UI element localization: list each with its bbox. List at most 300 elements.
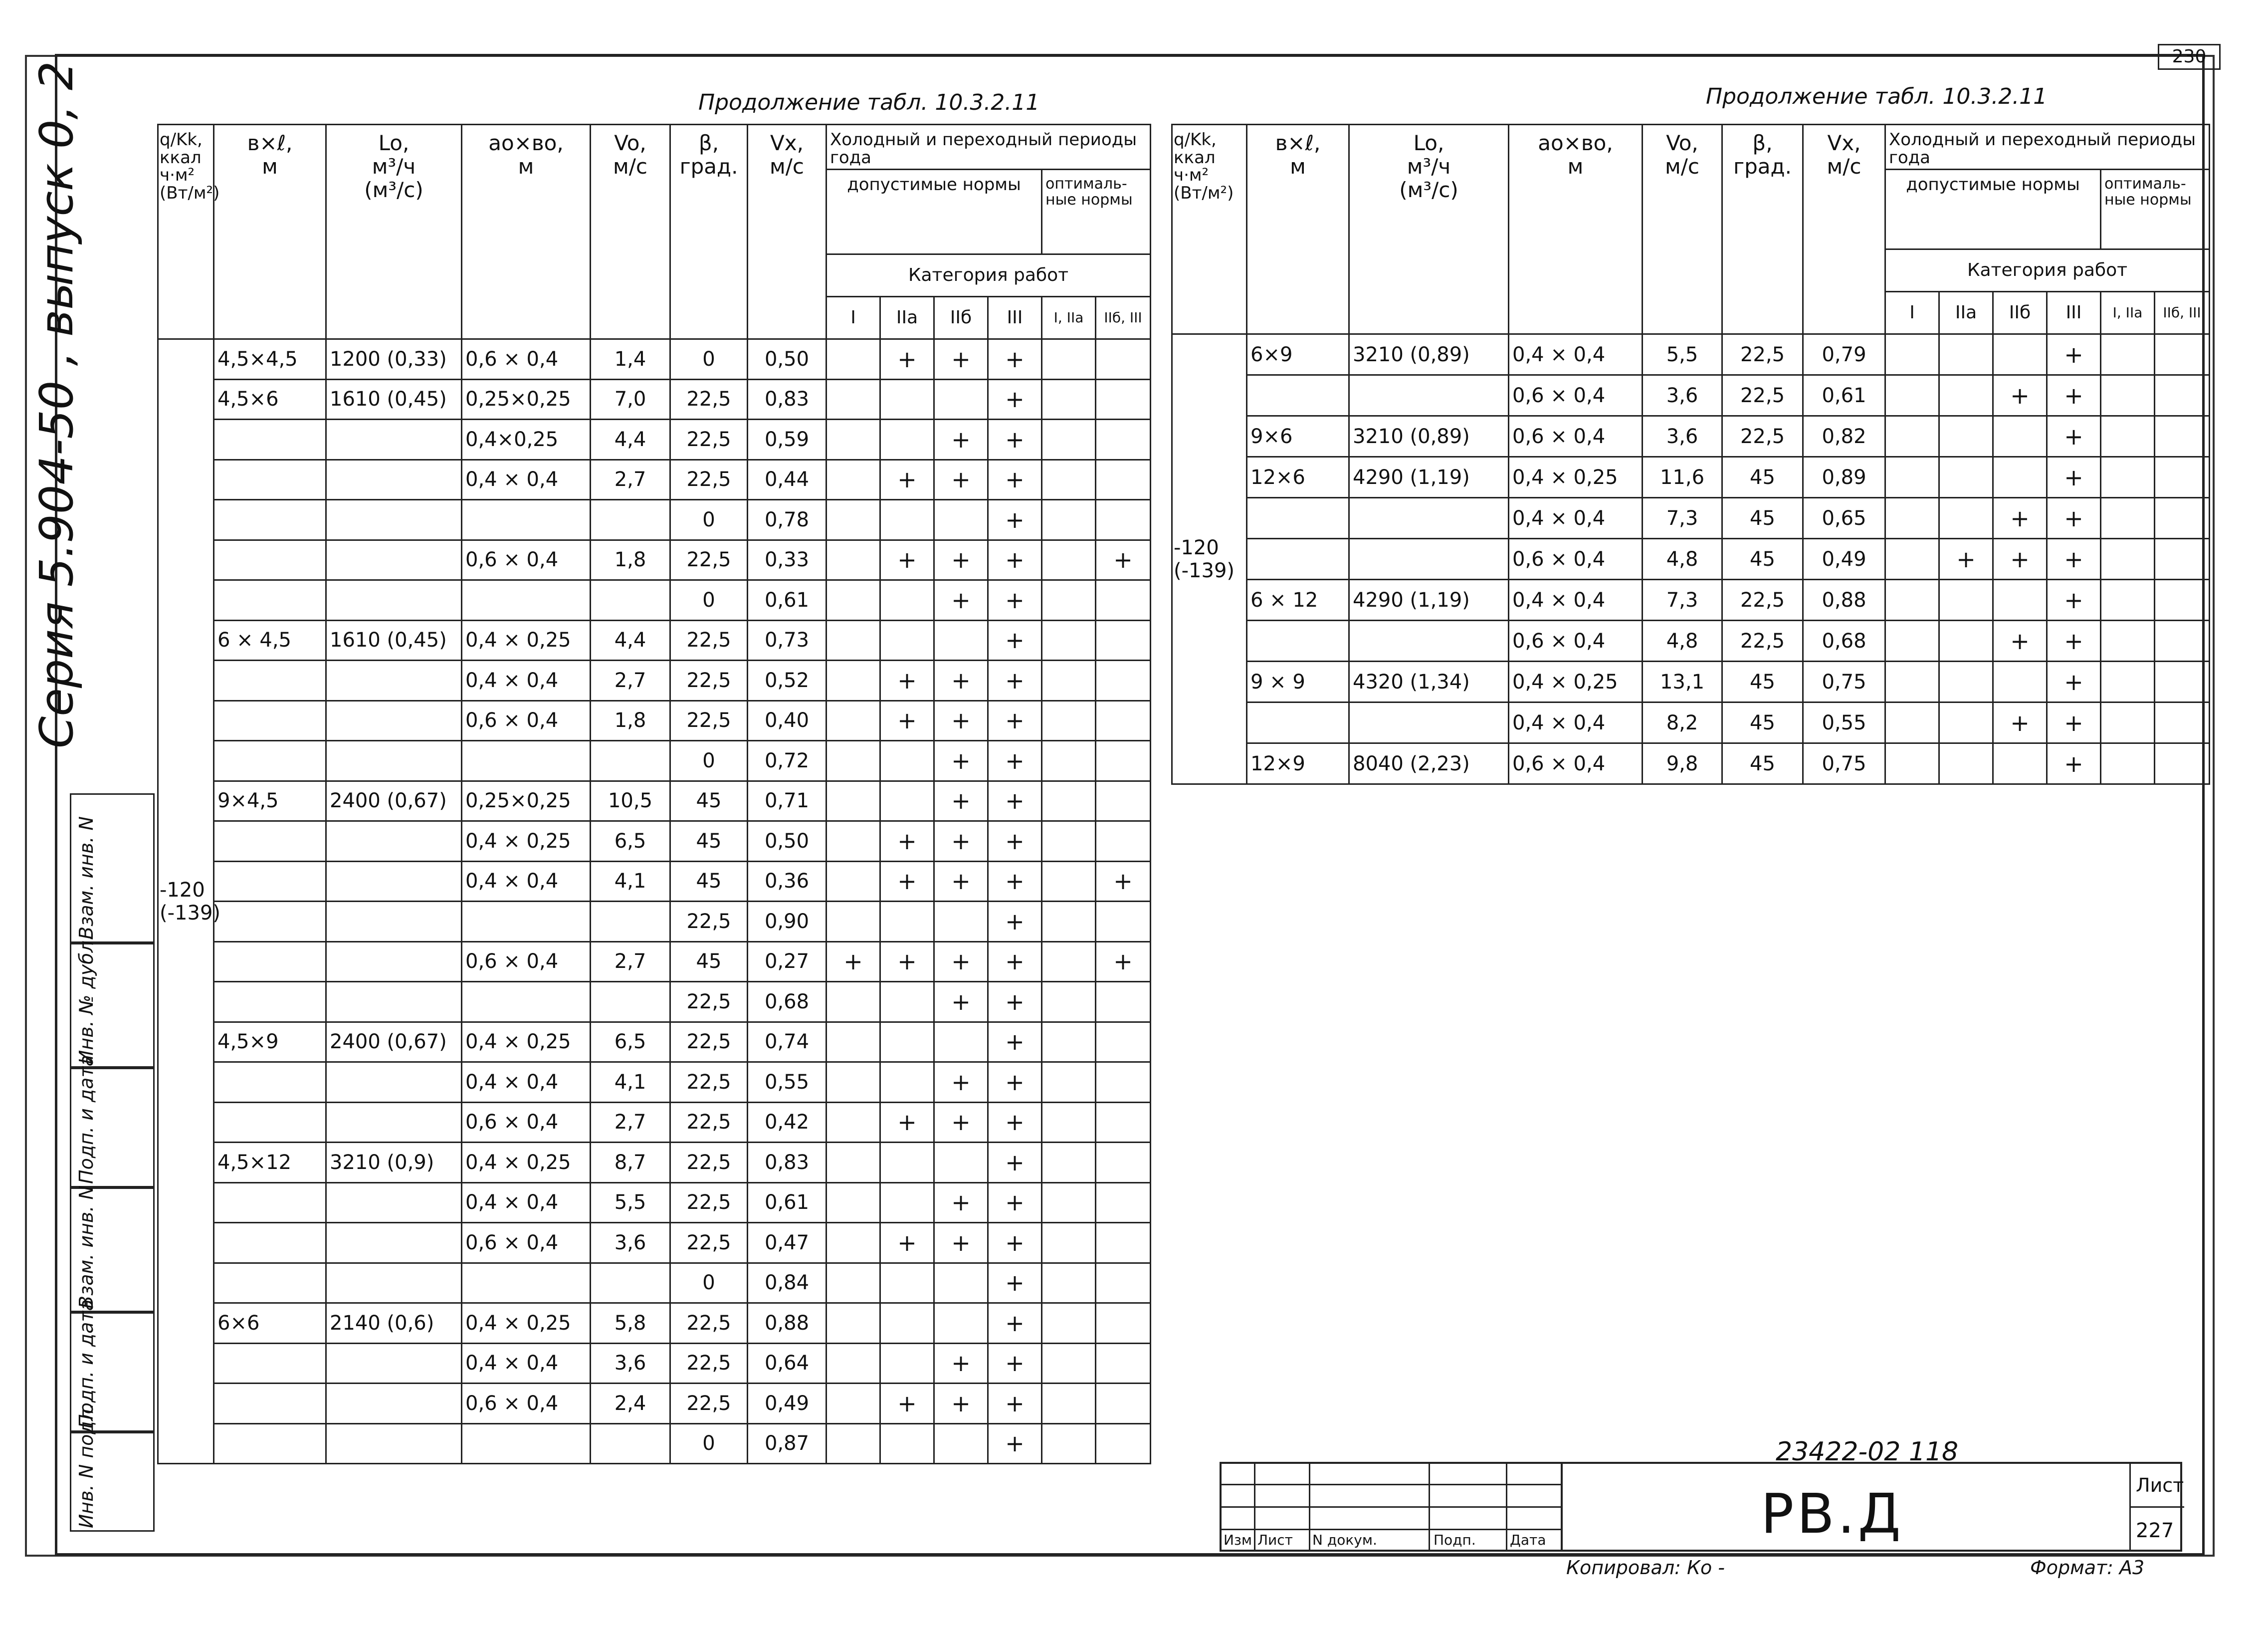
mark-cell [2155,375,2210,416]
mark-cell [2101,334,2155,375]
cell-lo [326,540,462,580]
mark-cell: + [988,700,1042,741]
cell-beta: 22,5 [670,661,748,701]
cell-lo: 3210 (0,89) [1349,334,1509,375]
cell-vo: 3,6 [591,1223,670,1263]
mark-cell [880,379,934,420]
cell-vo: 4,8 [1643,539,1722,580]
cell-bl [214,1102,326,1143]
cell-beta: 0 [670,580,748,621]
cell-vx: 0,49 [748,1384,826,1424]
cell-vx: 0,87 [748,1423,826,1464]
mark-cell [2101,457,2155,498]
mark-cell [1885,375,1939,416]
mark-cell: + [2047,580,2101,621]
col-vx-header: Vx, м/с [748,125,826,339]
cell-bl [214,500,326,540]
mark-cell [2155,662,2210,702]
mark-cell [1042,902,1096,942]
cell-vx: 0,61 [748,580,826,621]
col-vo-header: Vo, м/с [1643,125,1722,334]
cell-ab: 0,4 × 0,25 [1509,457,1643,498]
left-table [157,124,1151,1464]
mark-cell [1885,580,1939,621]
cell-vo: 6,5 [591,1022,670,1062]
mark-cell [1096,781,1151,821]
cell-ab: 0,4 × 0,4 [462,1182,591,1223]
table-row [158,982,1151,1022]
mark-cell: + [934,1343,988,1384]
cell-ab: 0,4 × 0,25 [1509,662,1643,702]
cell-bl: 9×4,5 [214,781,326,821]
cell-ab [462,902,591,942]
mark-cell: + [988,1143,1042,1183]
col-lo-header: Lo, м³/ч (м³/с) [326,125,462,339]
cat-header: I [1885,292,1939,334]
cell-ab: 0,4 × 0,4 [462,1062,591,1103]
mark-cell [1096,1423,1151,1464]
mark-cell: + [988,620,1042,661]
period-header: Холодный и переходный периоды года [826,125,1151,170]
cell-bl [214,460,326,500]
cell-bl [214,1223,326,1263]
cell-vx: 0,72 [748,741,826,781]
mark-cell [2101,498,2155,539]
mark-cell [826,661,880,701]
cell-vo: 4,8 [1643,621,1722,662]
cell-ab: 0,4 × 0,4 [462,661,591,701]
table-row [158,339,1151,380]
cell-lo [326,821,462,862]
mark-cell: + [2047,621,2101,662]
mark-cell [2155,498,2210,539]
mark-cell: + [988,379,1042,420]
cell-vo [591,741,670,781]
mark-cell [826,460,880,500]
cell-vx: 0,50 [748,339,826,380]
mark-cell: + [1939,539,1993,580]
mark-cell [826,700,880,741]
cell-vo: 2,7 [591,1102,670,1143]
mark-cell [826,1143,880,1183]
col-vo-header: Vo, м/с [591,125,670,339]
mark-cell [1096,1343,1151,1384]
cell-ab: 0,6 × 0,4 [1509,416,1643,457]
mark-cell [1042,500,1096,540]
cell-lo: 1610 (0,45) [326,379,462,420]
cell-bl [214,821,326,862]
mark-cell [826,1423,880,1464]
allowed-header: допустимые нормы [1885,170,2101,249]
cell-vx: 0,78 [748,500,826,540]
cell-vx: 0,68 [1803,621,1885,662]
cell-vo: 5,5 [1643,334,1722,375]
mark-cell: + [1993,375,2047,416]
table-row [158,540,1151,580]
mark-cell [2155,539,2210,580]
cell-vx: 0,71 [748,781,826,821]
cell-vx: 0,36 [748,861,826,902]
cell-beta: 22,5 [670,982,748,1022]
cell-vx: 0,40 [748,700,826,741]
cell-vx: 0,79 [1803,334,1885,375]
cell-bl: 6 × 4,5 [214,620,326,661]
cell-ab: 0,6 × 0,4 [1509,539,1643,580]
allowed-header: допустимые нормы [826,170,1042,254]
cat-header: IIб, III [1096,297,1151,339]
mark-cell [1042,781,1096,821]
cell-ab: 0,6 × 0,4 [1509,375,1643,416]
cell-vo: 13,1 [1643,662,1722,702]
cell-vx: 0,55 [1803,702,1885,743]
mark-cell [1042,1263,1096,1303]
mark-cell: + [934,861,988,902]
cell-bl: 12×9 [1247,743,1349,784]
table-row [158,1303,1151,1344]
cell-beta: 22,5 [670,540,748,580]
mark-cell [826,500,880,540]
mark-cell [1096,1182,1151,1223]
cell-bl: 6×6 [214,1303,326,1344]
cat-header: IIа [1939,292,1993,334]
cell-beta: 22,5 [1722,416,1803,457]
table-row [1172,580,2210,621]
cell-lo: 4320 (1,34) [1349,662,1509,702]
mark-cell [1096,1143,1151,1183]
table-row [158,1062,1151,1103]
mark-cell: + [880,661,934,701]
cell-beta: 22,5 [670,460,748,500]
mark-cell: + [2047,457,2101,498]
cell-beta: 0 [670,1423,748,1464]
category-header: Категория работ [1885,249,2210,292]
mark-cell [934,1022,988,1062]
cell-ab: 0,6 × 0,4 [1509,621,1643,662]
mark-cell: + [934,1384,988,1424]
cell-ab: 0,6 × 0,4 [462,700,591,741]
cell-vx: 0,75 [1803,743,1885,784]
mark-cell: + [988,982,1042,1022]
cell-ab: 0,4 × 0,4 [462,460,591,500]
mark-cell: + [988,661,1042,701]
table-row [1172,498,2210,539]
mark-cell [1939,743,1993,784]
cell-ab: 0,4 × 0,25 [462,1143,591,1183]
cell-vx: 0,65 [1803,498,1885,539]
cell-vo: 1,8 [591,540,670,580]
cell-ab: 0,4 × 0,4 [462,1343,591,1384]
col-vx-header: Vx, м/с [1803,125,1885,334]
mark-cell: + [2047,539,2101,580]
mark-cell [880,1022,934,1062]
mark-cell [880,580,934,621]
cell-vx: 0,49 [1803,539,1885,580]
table-row [158,1022,1151,1062]
mark-cell [1096,1062,1151,1103]
cell-bl: 4,5×9 [214,1022,326,1062]
cell-vo: 7,0 [591,379,670,420]
cell-bl [214,861,326,902]
mark-cell [934,1263,988,1303]
mark-cell: + [880,821,934,862]
cell-beta: 0 [670,1263,748,1303]
mark-cell [1096,620,1151,661]
table-row [1172,334,2210,375]
table-row [158,902,1151,942]
mark-cell [934,1143,988,1183]
cell-vo: 6,5 [591,821,670,862]
cell-vx: 0,74 [748,1022,826,1062]
col-q-header: q/Kk, ккал ч·м² (Вт/м²) [1172,125,1247,334]
mark-cell [2101,580,2155,621]
mark-cell [1096,500,1151,540]
heat-flux-cell: -120 (-139) [1172,334,1247,784]
mark-cell: + [934,1102,988,1143]
cell-vx: 0,61 [1803,375,1885,416]
mark-cell [826,620,880,661]
cell-bl: 12×6 [1247,457,1349,498]
cell-lo: 2400 (0,67) [326,781,462,821]
mark-cell: + [1993,539,2047,580]
mark-cell: + [988,580,1042,621]
mark-cell [1096,982,1151,1022]
cell-beta: 22,5 [670,700,748,741]
mark-cell: + [1096,941,1151,982]
mark-cell: + [1993,621,2047,662]
left-table-header [158,125,1151,339]
stamp-cell [70,1402,155,1532]
cell-lo [326,420,462,460]
cell-beta: 22,5 [670,1182,748,1223]
mark-cell [934,379,988,420]
cell-ab: 0,25×0,25 [462,781,591,821]
cell-bl [214,1182,326,1223]
table-row [1172,621,2210,662]
cell-bl [1247,702,1349,743]
cell-beta: 22,5 [670,1102,748,1143]
mark-cell: + [934,1223,988,1263]
table-row [158,741,1151,781]
mark-cell: + [1096,540,1151,580]
table-row [158,580,1151,621]
sheet-number: 227 [2136,1519,2174,1542]
cell-lo [326,500,462,540]
stamp-label: Взам. инв. N [75,816,97,939]
col-lo-header: Lo, м³/ч (м³/с) [1349,125,1509,334]
cell-bl: 9×6 [1247,416,1349,457]
mark-cell [1939,580,1993,621]
mark-cell [826,1263,880,1303]
category-header: Категория работ [826,254,1151,297]
series-label: Серия 5.904-50 , выпуск 0, 2 [30,61,83,748]
cell-ab [462,500,591,540]
mark-cell [826,982,880,1022]
cell-vo: 3,6 [1643,375,1722,416]
tb-col-label: Лист [1257,1532,1293,1548]
mark-cell [826,1022,880,1062]
cell-vx: 0,83 [748,1143,826,1183]
cell-bl [1247,539,1349,580]
mark-cell [1042,620,1096,661]
cell-vo [591,1423,670,1464]
mark-cell: + [934,700,988,741]
mark-cell [2155,334,2210,375]
mark-cell: + [988,1062,1042,1103]
cell-vo: 7,3 [1643,498,1722,539]
mark-cell [1885,498,1939,539]
mark-cell: + [880,1384,934,1424]
mark-cell [1042,379,1096,420]
cell-vx: 0,84 [748,1263,826,1303]
cell-vx: 0,73 [748,620,826,661]
mark-cell [880,1423,934,1464]
mark-cell [1096,1263,1151,1303]
cell-ab: 0,4 × 0,4 [462,861,591,902]
mark-cell [1042,1384,1096,1424]
mark-cell [1939,375,1993,416]
cell-vx: 0,61 [748,1182,826,1223]
mark-cell [2101,743,2155,784]
mark-cell: + [988,1423,1042,1464]
cell-lo [326,580,462,621]
mark-cell [1993,662,2047,702]
cell-vo [591,580,670,621]
cat-header: I, IIа [2101,292,2155,334]
cell-ab [462,741,591,781]
cell-vx: 0,89 [1803,457,1885,498]
cell-beta: 45 [670,941,748,982]
cell-vo: 5,8 [591,1303,670,1344]
tb-col-label: Дата [1510,1532,1546,1548]
cell-beta: 22,5 [670,1143,748,1183]
mark-cell [1885,539,1939,580]
cell-bl [1247,498,1349,539]
table-row [158,1143,1151,1183]
cell-vx: 0,82 [1803,416,1885,457]
mark-cell [1042,861,1096,902]
cell-beta: 22,5 [670,1343,748,1384]
cell-lo: 2400 (0,67) [326,1022,462,1062]
mark-cell: + [934,941,988,982]
table-row [1172,457,2210,498]
mark-cell: + [880,700,934,741]
table-row [1172,375,2210,416]
mark-cell [880,1263,934,1303]
mark-cell [1096,821,1151,862]
mark-cell: + [988,1102,1042,1143]
cell-lo [326,1343,462,1384]
table-row [158,661,1151,701]
cell-ab: 0,6 × 0,4 [462,540,591,580]
cell-ab [462,1423,591,1464]
col-bxl-header: в×ℓ, м [214,125,326,339]
copied-by: Копировал: Ко - [1566,1557,1725,1579]
cell-ab: 0,25×0,25 [462,379,591,420]
cell-beta: 45 [1722,457,1803,498]
cell-bl [214,1263,326,1303]
cat-header: IIб [1993,292,2047,334]
mark-cell [826,1343,880,1384]
stamp-cell [70,793,155,943]
cat-header: IIа [880,297,934,339]
mark-cell: + [988,781,1042,821]
cell-lo: 8040 (2,23) [1349,743,1509,784]
mark-cell: + [988,460,1042,500]
mark-cell [880,1143,934,1183]
cell-lo [326,941,462,982]
mark-cell: + [934,781,988,821]
cell-lo: 4290 (1,19) [1349,457,1509,498]
mark-cell [1042,1423,1096,1464]
table-row [158,420,1151,460]
mark-cell [1042,1182,1096,1223]
mark-cell [1096,661,1151,701]
cell-ab: 0,4 × 0,25 [462,821,591,862]
table-row [158,620,1151,661]
mark-cell: + [988,1223,1042,1263]
mark-cell [934,500,988,540]
cell-lo [1349,539,1509,580]
cat-header: IIб [934,297,988,339]
mark-cell [934,620,988,661]
cell-beta: 22,5 [1722,580,1803,621]
mark-cell [880,1182,934,1223]
mark-cell [826,580,880,621]
mark-cell: + [934,339,988,380]
cell-bl [214,580,326,621]
mark-cell [1042,941,1096,982]
mark-cell [880,982,934,1022]
mark-cell: + [1096,861,1151,902]
cell-ab: 0,6 × 0,4 [462,1384,591,1424]
mark-cell [1939,498,1993,539]
cell-vo: 2,7 [591,460,670,500]
cell-vo: 4,1 [591,861,670,902]
cell-lo [326,1423,462,1464]
mark-cell [2155,743,2210,784]
cell-bl [214,540,326,580]
cell-beta: 45 [1722,539,1803,580]
period-header: Холодный и переходный периоды года [1885,125,2210,170]
stamp-label: Инв. № дубл. [75,934,97,1064]
mark-cell [1993,334,2047,375]
paper-format: Формат: А3 [2030,1557,2145,1579]
mark-cell [1885,416,1939,457]
mark-cell [880,781,934,821]
mark-cell [1096,700,1151,741]
cell-lo: 1610 (0,45) [326,620,462,661]
mark-cell [1885,457,1939,498]
cell-ab [462,1263,591,1303]
cell-bl [214,982,326,1022]
mark-cell [826,1182,880,1223]
col-ab-header: ao×вo, м [462,125,591,339]
mark-cell: + [934,580,988,621]
mark-cell [1993,580,2047,621]
cell-ab: 0,6 × 0,4 [462,941,591,982]
cell-vo: 8,7 [591,1143,670,1183]
mark-cell [880,620,934,661]
cell-ab [462,580,591,621]
cell-beta: 22,5 [1722,375,1803,416]
mark-cell: + [880,1223,934,1263]
cat-header: III [988,297,1042,339]
table-row [1172,743,2210,784]
cell-vx: 0,83 [748,379,826,420]
cell-beta: 0 [670,741,748,781]
mark-cell: + [2047,375,2101,416]
mark-cell [1096,1303,1151,1344]
